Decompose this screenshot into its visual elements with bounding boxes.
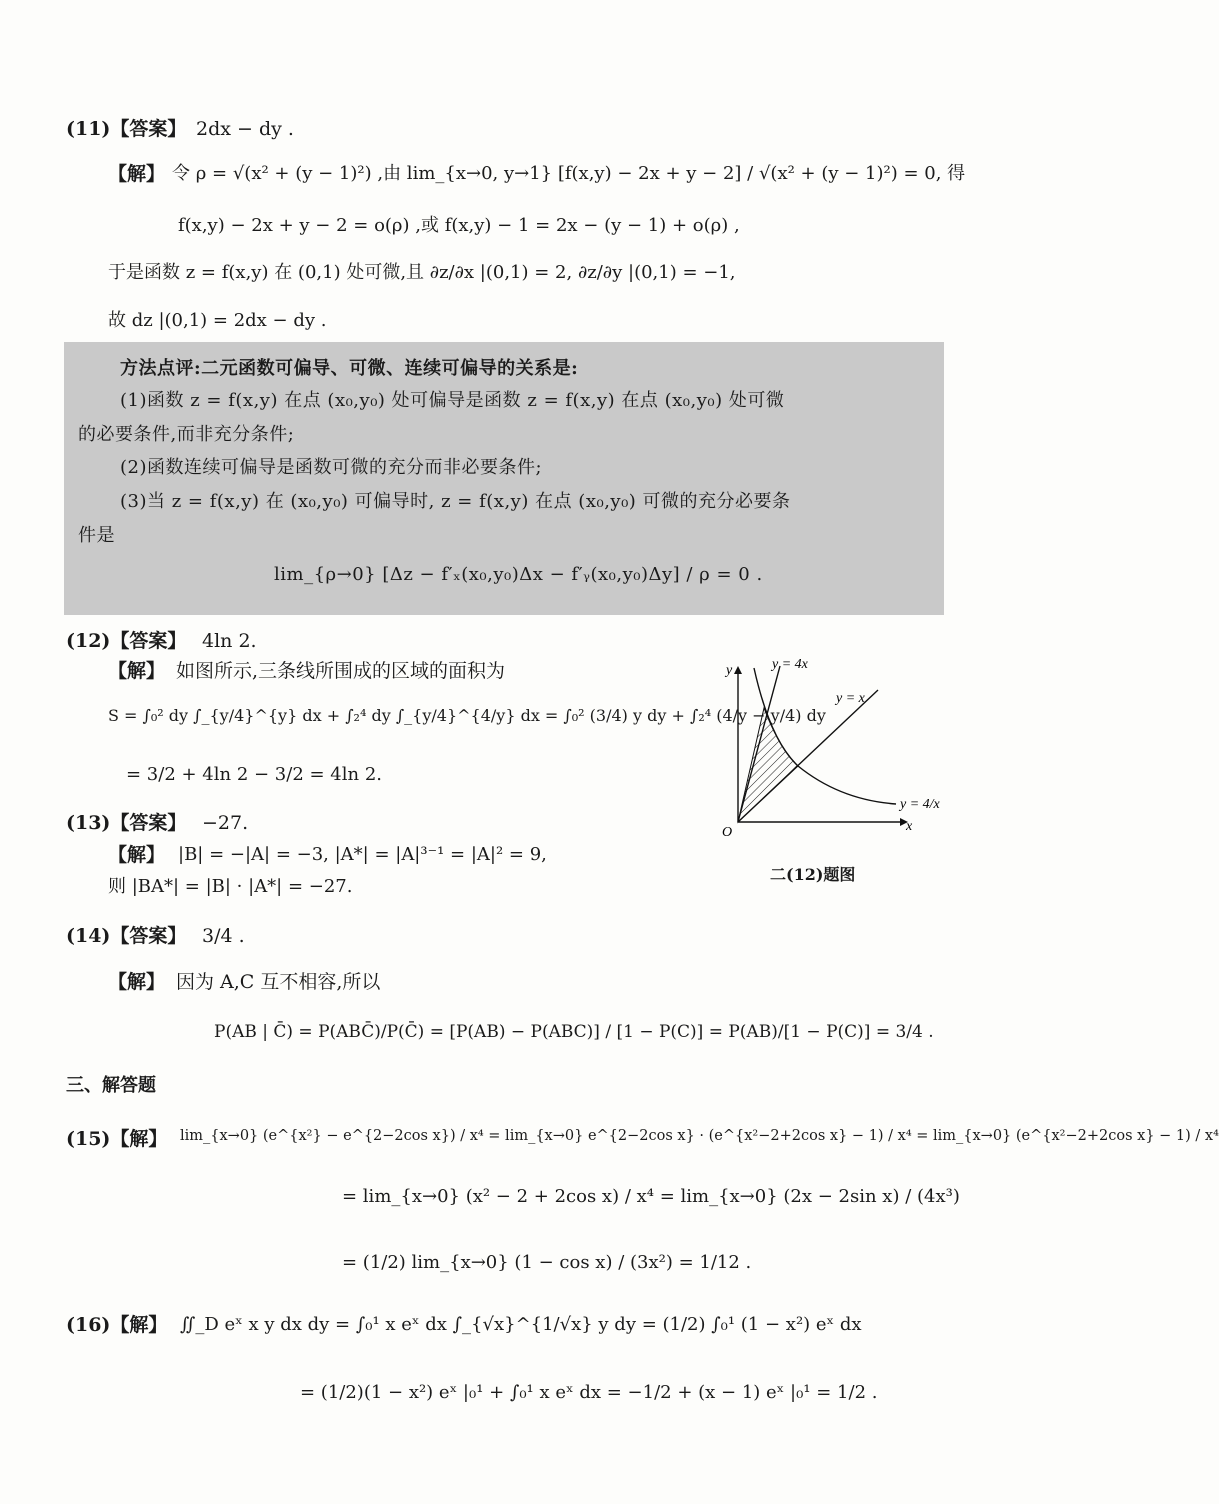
shaded-region bbox=[738, 708, 798, 822]
q11-answer-head: (11)【答案】 bbox=[66, 118, 187, 140]
method-note-formula: lim_{ρ→0} [Δz − f′ₓ(x₀,y₀)Δx − f′ᵧ(x₀,y₀)Δy] / ρ = 0 . bbox=[274, 564, 763, 585]
method-note-point-3a: (3)当 z = f(x,y) 在 (x₀,y₀) 可偏导时, z = f(x,y) 在点 (x₀,y₀) 可微的充分必要条 bbox=[120, 491, 791, 512]
q15-line-1: lim_{x→0} (e^{x²} − e^{2−2cos x}) / x⁴ = lim_{x→0} e^{2−2cos x} · (e^{x²−2+2cos x} − 1) / x⁴ = lim_{x→0} (e^{x²−2+2cos x} − 1) / x⁴ bbox=[180, 1128, 1219, 1144]
q16-line-1: ∬_D eˣ x y dx dy = ∫₀¹ x eˣ dx ∫_{√x}^{1/√x} y dy = (1/2) ∫₀¹ (1 − x²) eˣ dx bbox=[180, 1314, 862, 1335]
q12-region-figure bbox=[700, 650, 960, 850]
label-y-axis: y bbox=[726, 663, 733, 678]
q12-line-3: = 3/2 + 4ln 2 − 3/2 = 4ln 2. bbox=[126, 764, 382, 785]
q12-solution-head: 【解】 bbox=[108, 660, 166, 682]
q12-line-2: S = ∫₀² dy ∫_{y/4}^{y} dx + ∫₂⁴ dy ∫_{y/4}^{4/y} dx = ∫₀² (3/4) y dy + ∫₂⁴ (4/y − y/4) dy bbox=[108, 706, 826, 725]
method-note-title: 方法点评:二元函数可偏导、可微、连续可偏导的关系是: bbox=[120, 358, 579, 379]
q15-line-2: = lim_{x→0} (x² − 2 + 2cos x) / x⁴ = lim_{x→0} (2x − 2sin x) / (4x³) bbox=[342, 1186, 960, 1207]
label-origin: O bbox=[722, 825, 733, 840]
q13-answer: −27. bbox=[202, 812, 249, 834]
method-note-point-2: (2)函数连续可偏导是函数可微的充分而非必要条件; bbox=[120, 457, 543, 478]
label-x-axis: x bbox=[906, 819, 913, 834]
label-y-4-over-x: y = 4/x bbox=[900, 797, 940, 812]
q12-answer-head: (12)【答案】 bbox=[66, 630, 187, 652]
q12-answer: 4ln 2. bbox=[202, 630, 257, 652]
q11-line-3: 于是函数 z = f(x,y) 在 (0,1) 处可微,且 ∂z/∂x |(0,1) = 2, ∂z/∂y |(0,1) = −1, bbox=[108, 262, 736, 283]
q11-answer: 2dx − dy . bbox=[196, 118, 294, 140]
q14-line-2: P(AB | C̄) = P(ABC̄)/P(C̄) = [P(AB) − P(ABC)] / [1 − P(C)] = P(AB)/[1 − P(C)] = 3/4 . bbox=[214, 1022, 934, 1042]
q14-answer-head: (14)【答案】 bbox=[66, 925, 187, 947]
q12-line-1: 如图所示,三条线所围成的区域的面积为 bbox=[176, 660, 506, 682]
method-note-point-1a: (1)函数 z = f(x,y) 在点 (x₀,y₀) 处可偏导是函数 z = f(x,y) 在点 (x₀,y₀) 处可微 bbox=[120, 390, 785, 411]
q11-line-2: f(x,y) − 2x + y − 2 = o(ρ) ,或 f(x,y) − 1 = 2x − (y − 1) + o(ρ) , bbox=[178, 215, 740, 236]
q11-line-4: 故 dz |(0,1) = 2dx − dy . bbox=[108, 310, 327, 331]
q13-solution-head: 【解】 bbox=[108, 844, 166, 866]
method-note-point-1b: 的必要条件,而非充分条件; bbox=[78, 424, 295, 445]
q11-solution-head: 【解】 bbox=[108, 163, 166, 185]
q16-head: (16)【解】 bbox=[66, 1314, 168, 1336]
q14-answer: 3/4 . bbox=[202, 925, 245, 947]
q15-line-3: = (1/2) lim_{x→0} (1 − cos x) / (3x²) = 1/12 . bbox=[342, 1252, 752, 1273]
q13-line-2: 则 |BA*| = |B| · |A*| = −27. bbox=[108, 876, 353, 897]
label-y-x: y = x bbox=[836, 691, 865, 706]
q13-answer-head: (13)【答案】 bbox=[66, 812, 187, 834]
method-note-point-3b: 件是 bbox=[78, 525, 115, 546]
label-y-4x: y = 4x bbox=[772, 657, 808, 672]
q14-solution-head: 【解】 bbox=[108, 971, 166, 993]
q13-line-1: |B| = −|A| = −3, |A*| = |A|³⁻¹ = |A|² = 9, bbox=[178, 844, 547, 865]
section-3-title: 三、解答题 bbox=[66, 1075, 156, 1096]
q11-line-1: 令 ρ = √(x² + (y − 1)²) ,由 lim_{x→0, y→1} [f(x,y) − 2x + y − 2] / √(x² + (y − 1)²) = 0, 得 bbox=[172, 163, 966, 184]
method-note-box bbox=[64, 342, 944, 615]
q16-line-2: = (1/2)(1 − x²) eˣ |₀¹ + ∫₀¹ x eˣ dx = −1/2 + (x − 1) eˣ |₀¹ = 1/2 . bbox=[300, 1382, 878, 1403]
figure-caption: 二(12)题图 bbox=[770, 865, 856, 884]
q14-line-1: 因为 A,C 互不相容,所以 bbox=[176, 971, 381, 993]
q15-head: (15)【解】 bbox=[66, 1128, 168, 1150]
y-axis-arrow-icon bbox=[734, 666, 742, 674]
